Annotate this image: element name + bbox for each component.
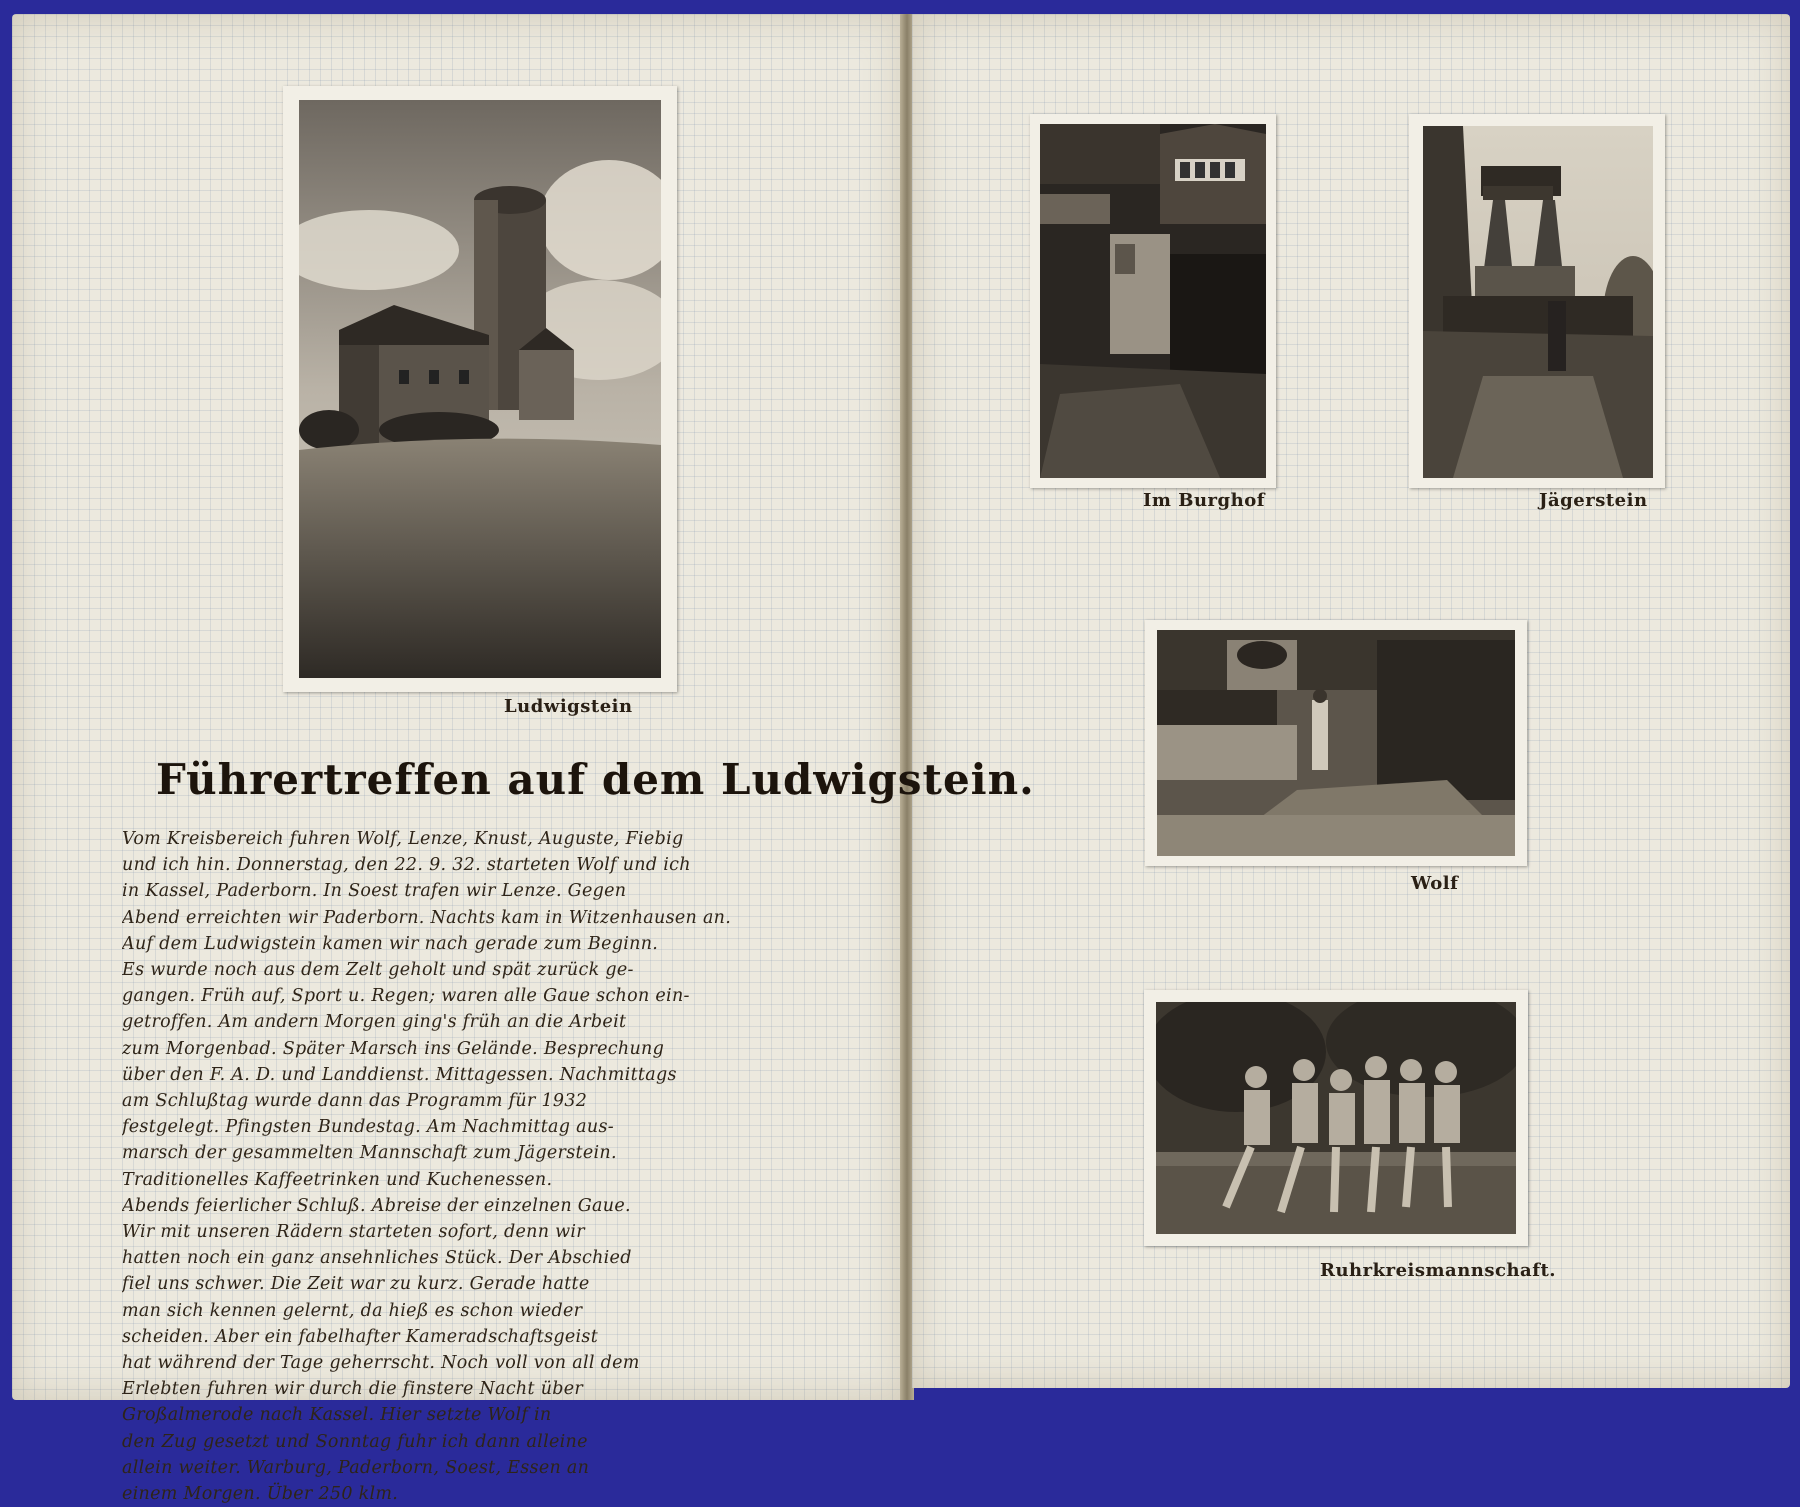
handwritten-line: Großalmerode nach Kassel. Hier setzte Wolf in (122, 1405, 552, 1426)
caption-jaegerstein: Jägerstein (1539, 490, 1648, 511)
photo-team (1144, 990, 1528, 1246)
handwritten-line: Es wurde noch aus dem Zelt geholt und spät zurück ge- (122, 960, 634, 981)
team-image (1156, 1002, 1516, 1234)
page-title: Führertreffen auf dem Ludwigstein. (156, 755, 1035, 804)
handwritten-line: Traditionelles Kaffeetrinken und Kuchenessen. (122, 1169, 553, 1190)
handwritten-line: man sich kennen gelernt, da hieß es schon wieder (122, 1300, 583, 1321)
handwritten-line: Wir mit unseren Rädern starteten sofort, denn wir (122, 1222, 585, 1243)
handwritten-line: in Kassel, Paderborn. In Soest trafen wir Lenze. Gegen (122, 881, 627, 902)
wolf-image (1157, 630, 1515, 856)
handwritten-line: und ich hin. Donnerstag, den 22. 9. 32. starteten Wolf und ich (122, 855, 691, 876)
handwritten-line: Abends feierlicher Schluß. Abreise der einzelnen Gaue. (122, 1195, 631, 1216)
handwritten-line: Auf dem Ludwigstein kamen wir nach gerade zum Beginn. (122, 933, 659, 954)
ludwigstein-castle-image (299, 100, 661, 678)
photo-wolf (1145, 620, 1527, 866)
handwritten-line: am Schlußtag wurde dann das Programm für 1932 (122, 1091, 588, 1112)
handwritten-line: den Zug gesetzt und Sonntag fuhr ich dann alleine (122, 1431, 588, 1452)
handwritten-line: über den F. A. D. und Landdienst. Mittagessen. Nachmittags (122, 1064, 677, 1085)
photo-burghof (1030, 114, 1276, 488)
handwritten-line: allein weiter. Warburg, Paderborn, Soest, Essen an (122, 1457, 590, 1478)
handwritten-line: marsch der gesammelten Mannschaft zum Jägerstein. (122, 1143, 617, 1164)
handwritten-line: Vom Kreisbereich fuhren Wolf, Lenze, Knust, Auguste, Fiebig (122, 829, 684, 849)
photo-ludwigstein (283, 86, 677, 692)
handwritten-line: fiel uns schwer. Die Zeit war zu kurz. Gerade hatte (122, 1274, 590, 1295)
handwritten-diary-text (122, 826, 882, 1507)
caption-burghof: Im Burghof (1143, 490, 1265, 511)
handwritten-line: gangen. Früh auf, Sport u. Regen; waren alle Gaue schon ein- (122, 986, 690, 1007)
handwritten-line: festgelegt. Pfingsten Bundestag. Am Nachmittag aus- (122, 1117, 614, 1138)
caption-wolf: Wolf (1411, 873, 1459, 894)
handwritten-line: hatten noch ein ganz ansehnliches Stück. Der Abschied (122, 1248, 632, 1269)
handwritten-line: scheiden. Aber ein fabelhafter Kameradschaftsgeist (122, 1326, 599, 1347)
caption-ludwigstein: Ludwigstein (504, 696, 633, 717)
handwritten-line: einem Morgen. Über 250 klm. (122, 1484, 399, 1505)
handwritten-line: hat während der Tage geherrscht. Noch voll von all dem (122, 1353, 640, 1374)
handwritten-line: Abend erreichten wir Paderborn. Nachts kam in Witzenhausen an. (122, 907, 732, 928)
handwritten-line: getroffen. Am andern Morgen ging's früh an die Arbeit (122, 1012, 627, 1033)
burghof-image (1040, 124, 1266, 478)
handwritten-line: Erlebten fuhren wir durch die finstere Nacht über (122, 1379, 584, 1400)
caption-team: Ruhrkreismannschaft. (1320, 1260, 1557, 1281)
photo-jaegerstein (1409, 114, 1665, 488)
handwritten-line: zum Morgenbad. Später Marsch ins Gelände. Besprechung (122, 1038, 665, 1059)
jaegerstein-image (1423, 126, 1653, 478)
